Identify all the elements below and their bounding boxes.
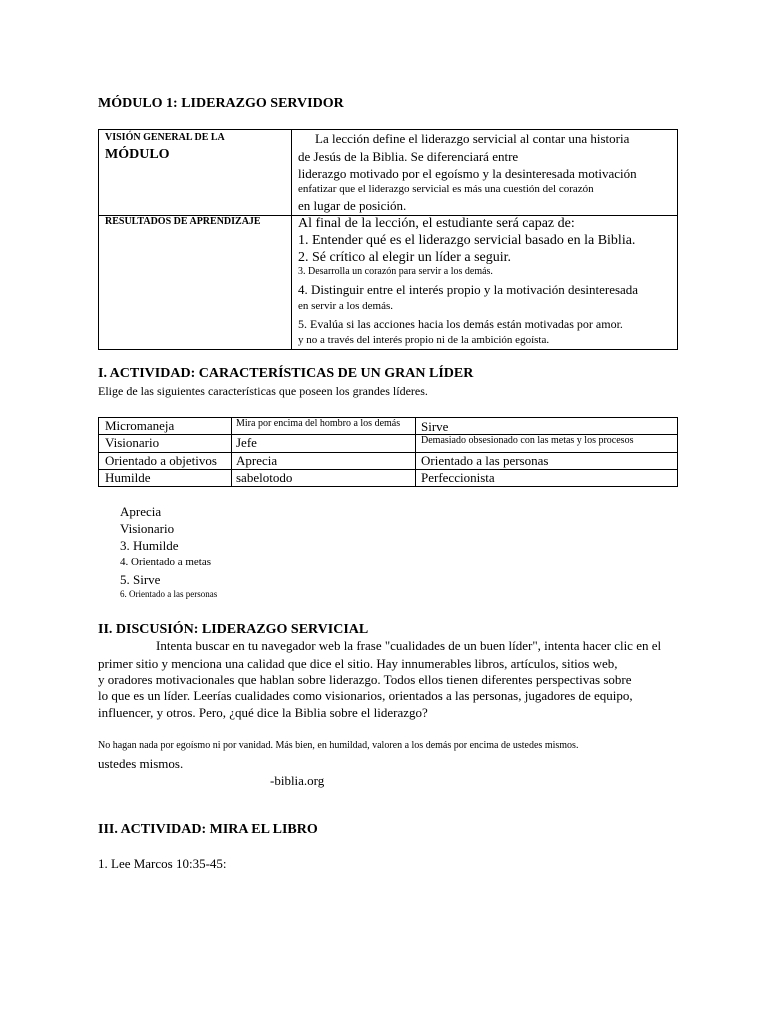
discussion-line: primer sitio y menciona una calidad que dice el sitio. Hay innumerables libros, artículos, sitios web, [98,656,618,671]
overview-line: de Jesús de la Biblia. Se diferenciará entre [298,149,519,164]
module-title: MÓDULO 1: LIDERAZGO SERVIDOR [98,96,344,111]
answer-item: Aprecia [120,504,162,519]
outcome-line: y no a través del interés propio ni de la ambición egoísta. [298,334,550,346]
table-cell: Aprecia [236,453,278,468]
activity3-item: 1. Lee Marcos 10:35-45: [98,856,227,871]
table-cell: Demasiado obsesionado con las metas y los procesos [421,435,634,446]
module-overview-table [98,129,678,350]
activity1-instruction: Elige de las siguientes características que poseen los grandes líderes. [98,384,428,398]
answer-item: 6. Orientado a las personas [120,589,218,599]
table-cell: Mira por encima del hombro a los demás [236,418,401,429]
bible-quote-cont: ustedes mismos. [98,756,184,771]
quote-source: -biblia.org [270,773,325,788]
activity1-heading: I. ACTIVIDAD: CARACTERÍSTICAS DE UN GRAN LÍDER [98,366,474,381]
table-cell: Jefe [236,435,257,450]
table-cell: sabelotodo [236,470,293,485]
answer-item: 3. Humilde [120,538,179,553]
outcome-line: en servir a los demás. [298,300,393,312]
table-cell: Humilde [105,470,151,485]
overview-line: La lección define el liderazgo servicial al contar una historia [315,131,630,146]
table-cell: Orientado a las personas [421,453,549,468]
outcome-line: 5. Evalúa si las acciones hacia los demás están motivadas por amor. [298,317,623,331]
table-cell: Perfeccionista [421,470,495,485]
bible-quote: No hagan nada por egoísmo ni por vanidad. Más bien, en humildad, valoren a los demás por encima de ustedes mismos. [98,740,579,751]
table-cell: Micromaneja [105,418,175,433]
table-cell: Orientado a objetivos [105,453,217,468]
table-cell: Visionario [105,435,160,450]
overview-line: en lugar de posición. [298,198,407,213]
overview-line: liderazgo motivado por el egoísmo y la desinteresada motivación [298,166,637,181]
outcome-line: 3. Desarrolla un corazón para servir a los demás. [298,266,493,277]
answer-item: Visionario [120,521,175,536]
answer-item: 4. Orientado a metas [120,556,212,568]
discussion-line: Intenta buscar en tu navegador web la frase "cualidades de un buen líder", intenta hacer clic en el [156,638,662,653]
activity3-heading: III. ACTIVIDAD: MIRA EL LIBRO [98,822,318,837]
outcome-line: 2. Sé crítico al elegir un líder a seguir. [298,250,512,265]
outcome-line: 1. Entender qué es el liderazgo servicial basado en la Biblia. [298,233,636,248]
discussion-line: lo que es un líder. Leerías cualidades como visionarios, orientados a las personas, jugadores de equipo, [98,688,633,703]
characteristics-table [98,417,678,487]
table-cell: Sirve [421,419,449,434]
outcomes-label: RESULTADOS DE APRENDIZAJE [105,216,261,227]
answer-item: 5. Sirve [120,572,161,587]
outcome-line: 4. Distinguir entre el interés propio y la motivación desinteresada [298,282,639,297]
discussion-line: y oradores motivacionales que hablan sobre liderazgo. Todos ellos tienen diferentes perspectivas sobre [98,672,632,687]
outcome-line: Al final de la lección, el estudiante será capaz de: [298,216,575,231]
overview-label: VISIÓN GENERAL DE LA [105,132,225,143]
overview-line: enfatizar que el liderazgo servicial es más una cuestión del corazón [298,183,594,195]
discussion-line: influencer, y otros. Pero, ¿qué dice la Biblia sobre el liderazgo? [98,705,428,720]
overview-label-2: MÓDULO [105,147,170,162]
discussion-heading: II. DISCUSIÓN: LIDERAZGO SERVICIAL [98,622,369,637]
